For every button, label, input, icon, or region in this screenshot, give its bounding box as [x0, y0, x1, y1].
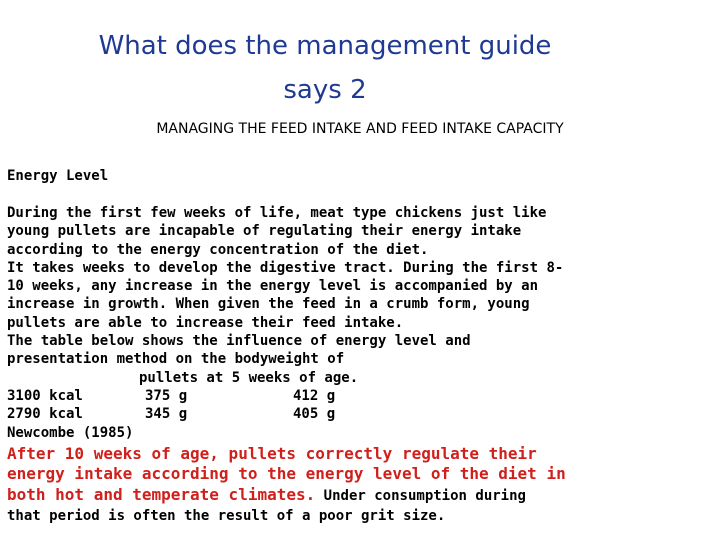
table-caption: pullets at 5 weeks of age.	[139, 369, 359, 386]
slide-title-line-1: What does the management guide	[98, 31, 552, 61]
slide-title	[20, 24, 630, 112]
conclusion-line: After 10 weeks of age, pullets correctly regulate their	[7, 443, 537, 463]
table-row	[7, 405, 707, 423]
slide-body	[7, 166, 707, 527]
paragraph-line: young pullets are incapable of regulating their energy intake	[7, 223, 522, 240]
conclusion-tail: Under consumption during	[315, 487, 526, 504]
paragraph-line: It takes weeks to develop the digestive tract. During the first 8-	[7, 259, 564, 276]
conclusion-line: both hot and temperate climates.	[7, 484, 316, 504]
weight-cell: 345 g	[145, 406, 188, 423]
paragraph-line: increase in growth. When given the feed in a crumb form, young	[7, 296, 530, 313]
paragraph-line: The table below shows the influence of energy level and	[7, 333, 471, 350]
energy-cell: 3100 kcal	[7, 387, 83, 404]
conclusion-paragraph	[7, 444, 707, 527]
paragraph-line: presentation method on the bodyweight of	[7, 351, 345, 368]
paragraph-line: according to the energy concentration of the diet.	[7, 241, 429, 258]
section-heading: Energy Level	[7, 168, 109, 184]
slide-subtitle: MANAGING THE FEED INTAKE AND FEED INTAKE CAPACITY	[156, 121, 564, 137]
weight-cell: 412 g	[293, 387, 336, 404]
table-row	[7, 387, 707, 405]
slide-title-line-2: says 2	[283, 75, 367, 105]
paragraph-line: pullets are able to increase their feed intake.	[7, 314, 404, 331]
source-citation: Newcombe (1985)	[7, 424, 134, 441]
energy-cell: 2790 kcal	[7, 406, 83, 423]
body-paragraph	[7, 204, 707, 387]
paragraph-line: 10 weeks, any increase in the energy level is accompanied by an	[7, 278, 539, 295]
weight-cell: 405 g	[293, 406, 336, 423]
weight-cell: 375 g	[145, 387, 188, 404]
conclusion-line: that period is often the result of a poor grit size.	[7, 508, 446, 525]
conclusion-line: energy intake according to the energy level of the diet in	[7, 464, 566, 484]
paragraph-line: During the first few weeks of life, meat type chickens just like	[7, 205, 547, 221]
